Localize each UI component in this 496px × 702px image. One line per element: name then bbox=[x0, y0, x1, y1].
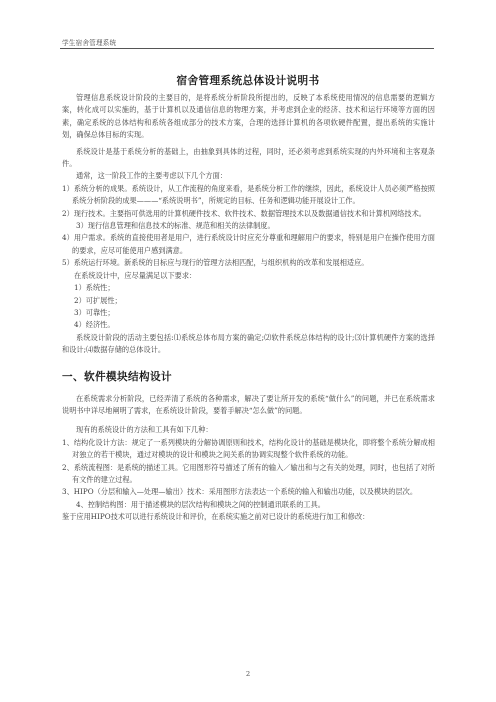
method-item: 1、结构化设计方法：规定了一系列模块的分解协调原则和技术，结构化设计的基础是模块化，即将整个系统分解成相对独立的若干模块，通过对模块的设计和模块之间关系的协调实现整个软件系统的功能。 bbox=[62, 437, 435, 460]
requirement-item: 1）系统性； bbox=[74, 283, 115, 293]
method-item: 2、系统流程图：是系统的描述工具。它用图形符号描述了所有的输入／输出和与之有关的处理，同时，也包括了对所有文件的建立过程。 bbox=[62, 462, 435, 484]
list-item: 4）用户需求。系统的直接使用者是用户，进行系统设计时应充分尊重和理解用户的要求，特别是用户在操作使用方面的要求，应尽可能使用户感到满意。 bbox=[62, 233, 435, 255]
paragraph-considerations-lead: 通常，这一阶段工作的主要考虑以下几个方面： bbox=[76, 171, 227, 181]
paragraph-activities: 系统设计阶段的活动主要包括:⑴系统总体布局方案的确定;⑵软件系统总体结构的设计;⑶计算机硬件方案的选择和设计;⑷数据存储的总体设计。 bbox=[62, 332, 435, 355]
paragraph-methods-lead: 现有的系统设计的方法和工具有如下几种： bbox=[76, 425, 213, 435]
list-item: 3）现行信息管理和信息技术的标准、规范和相关的法律制度。 bbox=[76, 221, 275, 231]
list-item: 1）系统分析的成果。系统设计，从工作流程的角度来看，是系统分析工作的继续，因此，系统设计人员必须严格按照系统分析阶段的成果———“系统说明书”，所规定的目标、任务和逻辑功能开展设计工作。 bbox=[62, 183, 435, 206]
section-heading: 一、软件模块结构设计 bbox=[62, 370, 172, 383]
paragraph-section-intro: 在系统需求分析阶段，已经弄清了系统的各种需求，解决了要让所开发的系统“做什么”的问题，并已在系统需求说明书中详尽地阐明了需求，在系统设计阶段，要着手解决“怎么做”的问题。 bbox=[62, 393, 435, 415]
document-title: 宿舍管理系统总体设计说明书 bbox=[176, 75, 320, 87]
paragraph-requirements-lead: 在系统设计中，应尽量满足以下要求： bbox=[74, 270, 197, 280]
running-header: 学生宿舍管理系统 bbox=[62, 39, 117, 47]
paragraph-design-basis: 系统设计是基于系统分析的基础上，由抽象到具体的过程，同时，还必须考虑到系统实现的内外环境和主客观条件。 bbox=[62, 146, 435, 169]
document-body bbox=[62, 92, 435, 524]
paragraph-intro: 管理信息系统设计阶段的主要目的，是将系统分析阶段所提出的，反映了本系统使用情况的信息需要的逻辑方案，转化成可以实施的，基于计算机以及通信信息的物理方案，并考虑到企业的经济、技术和运行环境等方面的因素，确定系统的总体结构和系统各组成部分的技术方案，合理的选择计算机的各项软硬件配置，提出系统的实施计划，确保总体目标的实现。 bbox=[62, 93, 435, 140]
requirement-item: 2）可扩展性； bbox=[74, 295, 122, 305]
method-item: 3、HIPO（分层和输入—处理—输出）技术：采用图形方法表达一个系统的输入和输出功能，以及模块的层次。 bbox=[62, 487, 418, 497]
requirement-item: 3）可靠性； bbox=[74, 307, 115, 317]
requirement-item: 4）经济性。 bbox=[74, 320, 115, 330]
page-number: 2 bbox=[245, 670, 251, 678]
paragraph-hipo: 鉴于应用HIPO技术可以进行系统设计和评价，在系统实施之前对已设计的系统进行加工和修改： bbox=[62, 512, 370, 522]
list-item: 2）现行技术。主要指可供选用的计算机硬件技术、软件技术、数据管理技术以及数据通信技术和计算机网络技术。 bbox=[62, 208, 426, 218]
list-item: 5）系统运行环境。新系统的目标应与现行的管理方法相匹配，与组织机构的改革和发展相适应。 bbox=[62, 258, 369, 268]
method-item: 4、控制结构图：用于描述模块的层次结构和模块之间的控制通讯联系的工具。 bbox=[76, 499, 325, 509]
header-rule bbox=[60, 48, 434, 49]
